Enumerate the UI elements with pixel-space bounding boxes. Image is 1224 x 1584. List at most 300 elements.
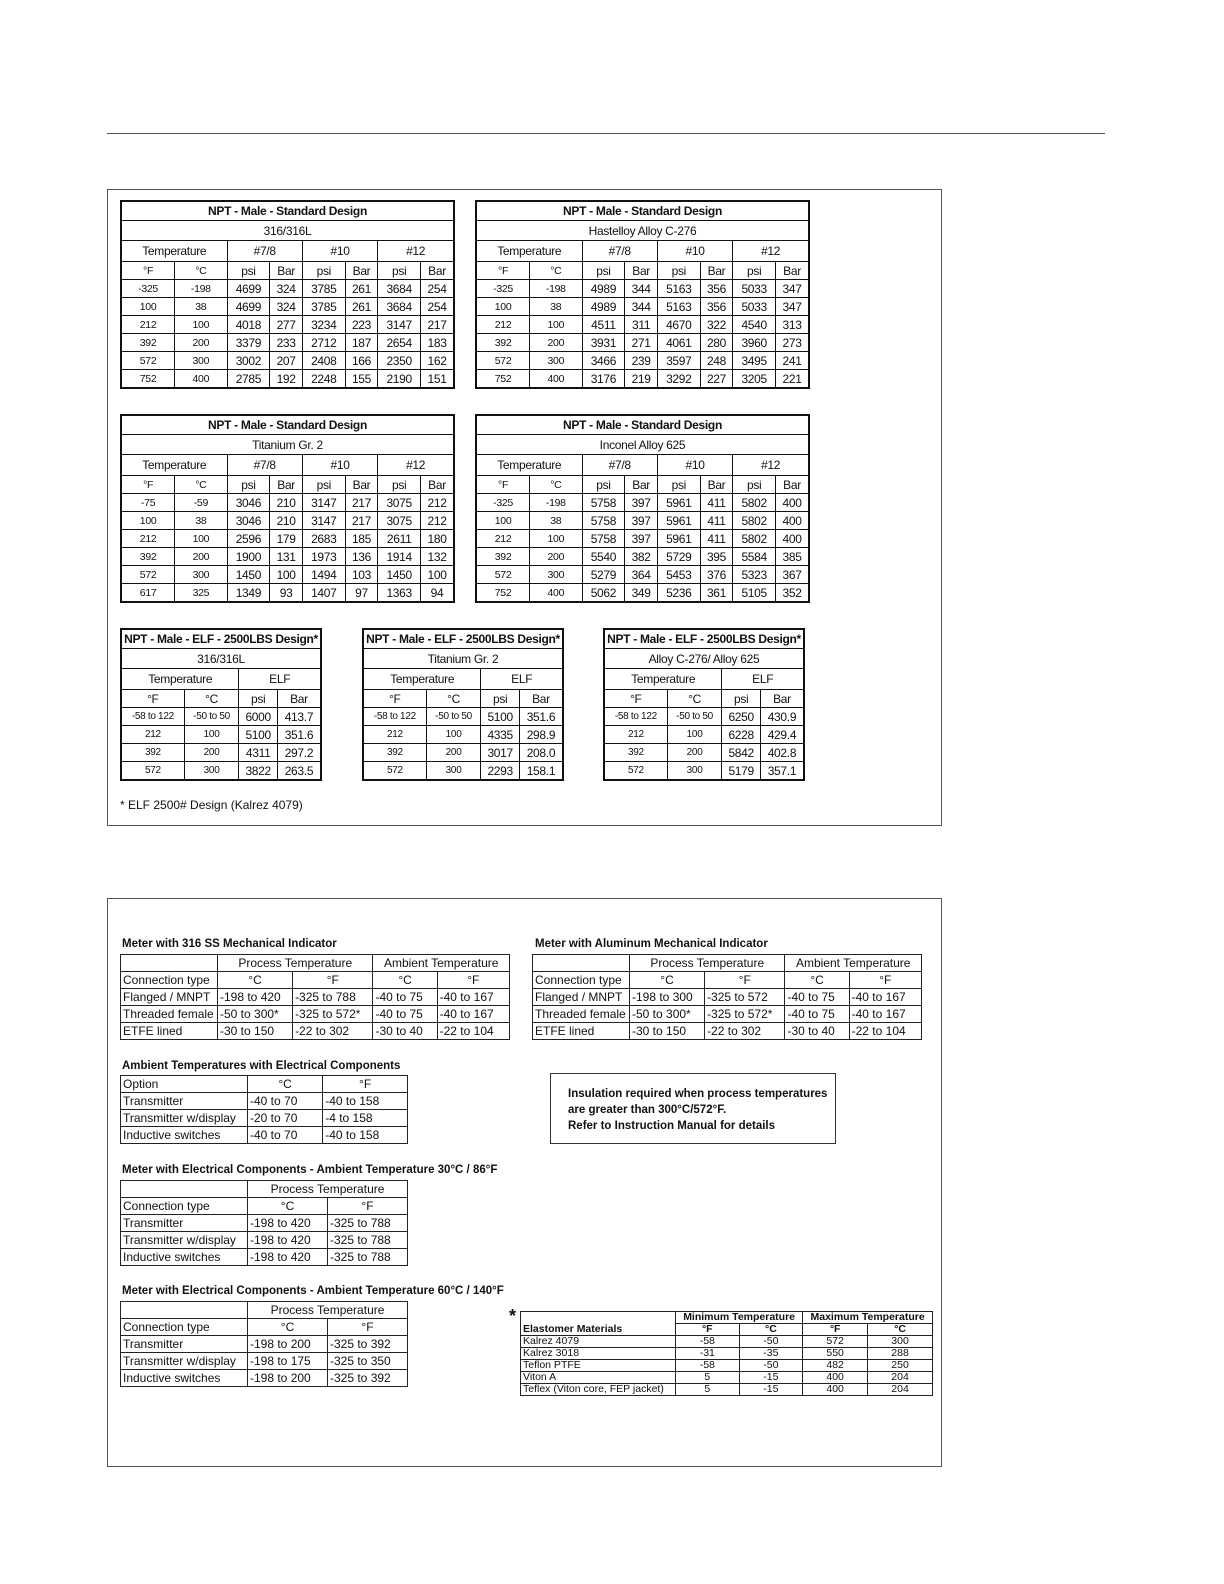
- table-cell: Kalrez 3018: [521, 1348, 676, 1360]
- table-cell: 392: [121, 548, 175, 566]
- table-cell: 395: [700, 548, 733, 566]
- table-row: [476, 352, 809, 370]
- table-cell: 261: [345, 298, 378, 316]
- mech-table-title-316: Meter with 316 SS Mechanical Indicator: [122, 938, 337, 950]
- table-title-row: [604, 629, 804, 649]
- table-cell: Threaded female: [533, 1006, 630, 1023]
- group-header-row: [476, 455, 809, 476]
- table-cell: -40 to 75: [785, 1006, 849, 1023]
- table-cell: -30 to 40: [785, 1023, 849, 1040]
- temperature-header: Temperature: [121, 241, 227, 262]
- table-row: [121, 1232, 408, 1249]
- unit-header-row: [363, 690, 563, 708]
- table-cell: 93: [270, 584, 303, 603]
- unit-header: °C: [530, 476, 582, 494]
- table-cell: 344: [625, 280, 658, 298]
- table-cell: 5758: [582, 494, 625, 512]
- elastomer-asterisk: *: [509, 1306, 517, 1326]
- elf-group-header: ELF: [239, 669, 321, 690]
- table-cell: -198: [530, 280, 582, 298]
- table-cell: -198 to 200: [248, 1336, 328, 1353]
- table-cell: 411: [700, 530, 733, 548]
- temperature-header: Temperature: [604, 669, 722, 690]
- table-cell: 367: [776, 566, 809, 584]
- unit-header: °C: [248, 1319, 328, 1336]
- elastomer-table: [520, 1311, 933, 1396]
- table-cell: 322: [700, 316, 733, 334]
- table-cell: 297.2: [277, 744, 321, 762]
- table-cell: 324: [270, 298, 303, 316]
- unit-header: °F: [363, 690, 426, 708]
- table-cell: 3205: [733, 370, 776, 389]
- group-header-row: [121, 455, 454, 476]
- table-cell: 103: [345, 566, 378, 584]
- unit-header: psi: [378, 476, 421, 494]
- electrical-table-60c: [120, 1301, 408, 1387]
- unit-header: psi: [227, 476, 270, 494]
- table-row: [121, 1093, 408, 1110]
- table-cell: 100: [184, 726, 239, 744]
- table-cell: 572: [121, 566, 175, 584]
- table-row: [121, 1370, 408, 1387]
- material-header: Elastomer Materials: [521, 1312, 676, 1336]
- table-cell: 1900: [227, 548, 270, 566]
- table-cell: 752: [476, 584, 530, 603]
- table-cell: Kalrez 4079: [521, 1336, 676, 1348]
- material-row: [363, 649, 563, 669]
- table-row: [476, 334, 809, 352]
- unit-header-row: [604, 690, 804, 708]
- table-row: [604, 708, 804, 726]
- ambient-electrical-table: [120, 1075, 408, 1144]
- table-row: [121, 708, 321, 726]
- table-cell: 185: [345, 530, 378, 548]
- table-cell: 4699: [227, 280, 270, 298]
- table-cell: 400: [776, 512, 809, 530]
- size-group-header: #12: [378, 241, 454, 262]
- table-cell: 2596: [227, 530, 270, 548]
- unit-header: psi: [481, 690, 519, 708]
- table-cell: -40 to 167: [849, 989, 921, 1006]
- process-temperature-header: Process Temperature: [218, 955, 373, 972]
- table-row: [121, 744, 321, 762]
- table-cell: 4311: [239, 744, 277, 762]
- unit-header-row: [121, 972, 510, 989]
- material-name: Inconel Alloy 625: [476, 435, 809, 455]
- unit-header: °C: [785, 972, 849, 989]
- table-cell: 3176: [582, 370, 625, 389]
- table-cell: -50 to 50: [184, 708, 239, 726]
- table-cell: 233: [270, 334, 303, 352]
- table-cell: 3002: [227, 352, 270, 370]
- table-title-row: [476, 201, 809, 221]
- table-cell: 572: [363, 762, 426, 781]
- ambient-electrical-title: Ambient Temperatures with Electrical Components: [122, 1060, 401, 1072]
- table-cell: 347: [776, 280, 809, 298]
- table-cell: 572: [803, 1336, 868, 1348]
- table-cell: 5758: [582, 512, 625, 530]
- table-cell: -58: [676, 1360, 740, 1372]
- empty-cell: [121, 955, 218, 972]
- table-row: [476, 370, 809, 389]
- table-title: NPT - Male - Standard Design: [121, 201, 454, 221]
- table-cell: 300: [175, 566, 227, 584]
- table-cell: 187: [345, 334, 378, 352]
- table-cell: 4061: [657, 334, 700, 352]
- table-cell: 392: [476, 548, 530, 566]
- table-cell: 344: [625, 298, 658, 316]
- temperature-header: Temperature: [121, 455, 227, 476]
- table-row: [476, 584, 809, 603]
- table-cell: -198 to 420: [218, 989, 293, 1006]
- table-cell: 208.0: [519, 744, 563, 762]
- table-cell: 572: [476, 566, 530, 584]
- material-row: [121, 649, 321, 669]
- table-cell: 382: [625, 548, 658, 566]
- table-cell: 100: [667, 726, 722, 744]
- table-cell: 3147: [302, 494, 345, 512]
- unit-header: °C: [739, 1324, 803, 1336]
- material-name: Titanium Gr. 2: [121, 435, 454, 455]
- ambient-temperature-header: Ambient Temperature: [785, 955, 922, 972]
- table-cell: 5163: [657, 280, 700, 298]
- group-header-row: [476, 241, 809, 262]
- unit-header: psi: [302, 262, 345, 280]
- unit-header: °C: [530, 262, 582, 280]
- table-cell: 38: [530, 298, 582, 316]
- table-cell: 400: [776, 530, 809, 548]
- table-row: [121, 762, 321, 781]
- unit-header: psi: [378, 262, 421, 280]
- table-row: [476, 512, 809, 530]
- table-title: NPT - Male - Standard Design: [476, 201, 809, 221]
- size-group-header: #10: [302, 241, 377, 262]
- unit-header: °F: [121, 262, 175, 280]
- table-cell: 2785: [227, 370, 270, 389]
- unit-header: °C: [373, 972, 437, 989]
- table-cell: -75: [121, 494, 175, 512]
- table-cell: -58 to 122: [604, 708, 667, 726]
- table-cell: 3234: [302, 316, 345, 334]
- table-row: [521, 1384, 933, 1396]
- electrical-table-title-60c: Meter with Electrical Components - Ambient Temperature 60°C / 140°F: [122, 1285, 504, 1297]
- unit-header: °F: [121, 690, 184, 708]
- table-cell: 100: [476, 298, 530, 316]
- table-cell: Teflex (Viton core, FEP jacket): [521, 1384, 676, 1396]
- table-cell: 180: [421, 530, 454, 548]
- table-cell: 3931: [582, 334, 625, 352]
- table-cell: 300: [868, 1336, 933, 1348]
- table-row: [121, 530, 454, 548]
- empty-cell: [121, 1302, 248, 1319]
- table-cell: 1363: [378, 584, 421, 603]
- size-group-header: #7/8: [227, 455, 302, 476]
- table-cell: Transmitter: [121, 1336, 248, 1353]
- table-cell: Teflon PTFE: [521, 1360, 676, 1372]
- table-cell: 300: [530, 566, 582, 584]
- table-cell: -30 to 40: [373, 1023, 437, 1040]
- table-cell: 183: [421, 334, 454, 352]
- table-cell: 210: [270, 512, 303, 530]
- table-cell: 6228: [722, 726, 760, 744]
- max-temperature-header: Maximum Temperature: [803, 1312, 933, 1324]
- table-row: [121, 989, 510, 1006]
- table-cell: 288: [868, 1348, 933, 1360]
- unit-header-row: [121, 476, 454, 494]
- table-row: [121, 494, 454, 512]
- table-title: NPT - Male - ELF - 2500LBS Design*: [121, 629, 321, 649]
- table-cell: 5323: [733, 566, 776, 584]
- header-rule: [107, 133, 1105, 134]
- table-row: [521, 1336, 933, 1348]
- table-cell: 300: [530, 352, 582, 370]
- table-cell: 324: [270, 280, 303, 298]
- table-cell: 4989: [582, 280, 625, 298]
- group-header-row: [121, 955, 510, 972]
- unit-header: psi: [239, 690, 277, 708]
- table-row: [121, 352, 454, 370]
- unit-header-row: [121, 262, 454, 280]
- table-cell: 397: [625, 530, 658, 548]
- table-cell: Transmitter w/display: [121, 1353, 248, 1370]
- size-group-header: #10: [302, 455, 377, 476]
- table-cell: 273: [776, 334, 809, 352]
- table-row: [121, 726, 321, 744]
- table-cell: -325: [476, 494, 530, 512]
- header-row: [121, 1076, 408, 1093]
- unit-header: Bar: [277, 690, 321, 708]
- table-cell: 100: [530, 316, 582, 334]
- table-cell: 4989: [582, 298, 625, 316]
- table-row: [533, 1023, 922, 1040]
- unit-header: °C: [630, 972, 705, 989]
- table-cell: -20 to 70: [248, 1110, 323, 1127]
- insulation-note: [550, 1073, 836, 1144]
- table-cell: 392: [363, 744, 426, 762]
- table-cell: Inductive switches: [121, 1249, 248, 1266]
- table-cell: 100: [476, 512, 530, 530]
- table-cell: -22 to 302: [293, 1023, 373, 1040]
- npt-table-hastelloy: [475, 200, 810, 389]
- table-cell: 155: [345, 370, 378, 389]
- table-cell: -22 to 104: [437, 1023, 509, 1040]
- table-cell: 392: [121, 744, 184, 762]
- table-row: [121, 1215, 408, 1232]
- table-cell: 3147: [378, 316, 421, 334]
- group-header-row: [363, 669, 563, 690]
- material-row: [121, 221, 454, 241]
- table-cell: 5758: [582, 530, 625, 548]
- table-cell: 94: [421, 584, 454, 603]
- group-header-row: [121, 1181, 408, 1198]
- column-header: Option: [121, 1076, 248, 1093]
- table-cell: 402.8: [760, 744, 804, 762]
- mech-table-316: [120, 954, 510, 1040]
- table-row: [121, 316, 454, 334]
- table-cell: 212: [421, 494, 454, 512]
- table-cell: 158.1: [519, 762, 563, 781]
- table-cell: Transmitter w/display: [121, 1110, 248, 1127]
- table-row: [121, 1127, 408, 1144]
- table-cell: 1494: [302, 566, 345, 584]
- table-cell: 392: [476, 334, 530, 352]
- table-row: [476, 298, 809, 316]
- table-cell: -325 to 788: [328, 1232, 408, 1249]
- table-row: [604, 726, 804, 744]
- table-row: [476, 566, 809, 584]
- table-cell: 3466: [582, 352, 625, 370]
- table-cell: 300: [175, 352, 227, 370]
- unit-header: Bar: [270, 476, 303, 494]
- unit-header: °C: [175, 262, 227, 280]
- table-cell: 200: [530, 548, 582, 566]
- table-cell: -198 to 420: [248, 1232, 328, 1249]
- table-cell: -15: [739, 1384, 803, 1396]
- table-cell: -59: [175, 494, 227, 512]
- table-row: [521, 1360, 933, 1372]
- temperature-header: Temperature: [363, 669, 481, 690]
- table-cell: 1973: [302, 548, 345, 566]
- table-row: [363, 726, 563, 744]
- table-cell: -325 to 788: [328, 1249, 408, 1266]
- table-cell: 356: [700, 280, 733, 298]
- table-cell: 5: [676, 1384, 740, 1396]
- table-cell: 400: [530, 584, 582, 603]
- table-cell: 97: [345, 584, 378, 603]
- table-cell: 100: [175, 530, 227, 548]
- table-cell: -325: [121, 280, 175, 298]
- size-group-header: #12: [733, 455, 809, 476]
- table-cell: 212: [121, 726, 184, 744]
- table-cell: 3960: [733, 334, 776, 352]
- table-cell: -325 to 788: [293, 989, 373, 1006]
- table-cell: -58 to 122: [363, 708, 426, 726]
- unit-header: °C: [667, 690, 722, 708]
- table-cell: 3075: [378, 512, 421, 530]
- table-cell: 1407: [302, 584, 345, 603]
- group-header-row: [604, 669, 804, 690]
- table-cell: 5540: [582, 548, 625, 566]
- unit-header: °F: [604, 690, 667, 708]
- table-cell: 5729: [657, 548, 700, 566]
- connection-type-header: Connection type: [121, 1198, 248, 1215]
- table-cell: 5236: [657, 584, 700, 603]
- table-cell: Transmitter: [121, 1093, 248, 1110]
- table-cell: -198 to 420: [248, 1249, 328, 1266]
- table-row: [121, 298, 454, 316]
- table-title: NPT - Male - ELF - 2500LBS Design*: [363, 629, 563, 649]
- table-cell: 4335: [481, 726, 519, 744]
- elf-footnote: * ELF 2500# Design (Kalrez 4079): [120, 798, 303, 812]
- table-cell: 261: [345, 280, 378, 298]
- unit-header: Bar: [760, 690, 804, 708]
- table-cell: 351.6: [277, 726, 321, 744]
- unit-header: °F: [437, 972, 509, 989]
- table-cell: 2611: [378, 530, 421, 548]
- table-cell: -325 to 572*: [293, 1006, 373, 1023]
- table-title: NPT - Male - ELF - 2500LBS Design*: [604, 629, 804, 649]
- table-row: [121, 566, 454, 584]
- group-header-row: [533, 955, 922, 972]
- table-cell: 5033: [733, 280, 776, 298]
- size-group-header: #7/8: [582, 455, 657, 476]
- table-cell: 752: [476, 370, 530, 389]
- material-row: [121, 435, 454, 455]
- table-cell: -4 to 158: [323, 1110, 408, 1127]
- table-cell: 2350: [378, 352, 421, 370]
- table-cell: -325: [476, 280, 530, 298]
- table-cell: -198: [175, 280, 227, 298]
- table-cell: 3046: [227, 512, 270, 530]
- empty-cell: [533, 955, 630, 972]
- column-header: °F: [323, 1076, 408, 1093]
- table-cell: Inductive switches: [121, 1370, 248, 1387]
- unit-header: Bar: [625, 262, 658, 280]
- table-row: [476, 316, 809, 334]
- table-cell: 100: [175, 316, 227, 334]
- table-cell: -325 to 392: [328, 1370, 408, 1387]
- table-cell: 413.7: [277, 708, 321, 726]
- table-cell: 204: [868, 1372, 933, 1384]
- table-cell: 429.4: [760, 726, 804, 744]
- table-cell: 400: [530, 370, 582, 389]
- table-cell: -40 to 75: [373, 989, 437, 1006]
- process-temperature-header: Process Temperature: [248, 1302, 408, 1319]
- unit-header-row: [476, 262, 809, 280]
- table-cell: 207: [270, 352, 303, 370]
- table-cell: 5802: [733, 530, 776, 548]
- unit-header: °F: [476, 262, 530, 280]
- table-row: [533, 1006, 922, 1023]
- table-cell: 2683: [302, 530, 345, 548]
- table-cell: 221: [776, 370, 809, 389]
- table-row: [363, 708, 563, 726]
- table-cell: 5584: [733, 548, 776, 566]
- table-cell: 5802: [733, 512, 776, 530]
- table-row: [604, 762, 804, 781]
- table-cell: 300: [426, 762, 481, 781]
- table-cell: -31: [676, 1348, 740, 1360]
- table-cell: 100: [121, 298, 175, 316]
- table-cell: 411: [700, 512, 733, 530]
- table-cell: 4511: [582, 316, 625, 334]
- unit-header: psi: [733, 262, 776, 280]
- table-title: NPT - Male - Standard Design: [476, 415, 809, 435]
- table-row: [363, 762, 563, 781]
- table-cell: -50 to 300*: [630, 1006, 705, 1023]
- table-row: [121, 1336, 408, 1353]
- table-row: [476, 494, 809, 512]
- size-group-header: #10: [657, 455, 732, 476]
- table-cell: 364: [625, 566, 658, 584]
- unit-header: psi: [722, 690, 760, 708]
- table-cell: -40 to 167: [437, 989, 509, 1006]
- table-cell: 752: [121, 370, 175, 389]
- table-cell: 3379: [227, 334, 270, 352]
- table-cell: -40 to 158: [323, 1093, 408, 1110]
- table-cell: Flanged / MNPT: [533, 989, 630, 1006]
- size-group-header: #10: [657, 241, 732, 262]
- unit-header: °F: [121, 476, 175, 494]
- table-cell: 239: [625, 352, 658, 370]
- table-title-row: [363, 629, 563, 649]
- table-row: [604, 744, 804, 762]
- table-cell: -40 to 167: [849, 1006, 921, 1023]
- table-cell: 100: [426, 726, 481, 744]
- table-cell: 397: [625, 494, 658, 512]
- table-cell: 572: [121, 352, 175, 370]
- table-cell: 392: [604, 744, 667, 762]
